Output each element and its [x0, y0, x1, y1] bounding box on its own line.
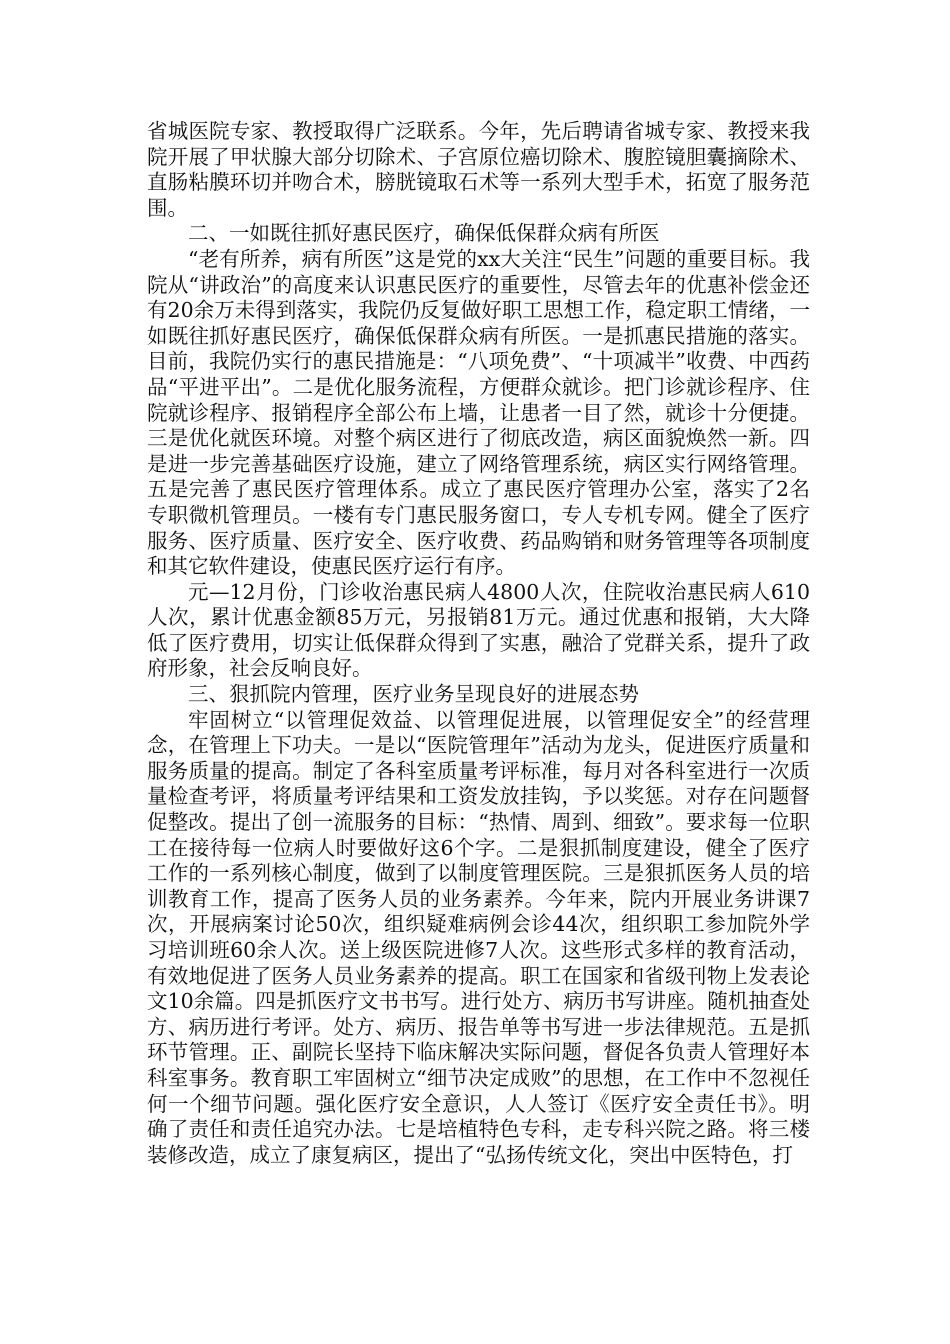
paragraph-1: 省城医院专家、教授取得广泛联系。今年，先后聘请省城专家、教授来我院开展了甲状腺大部分切除术、子宫原位癌切除术、腹腔镜胆囊摘除术、直肠粘膜环切并吻合术，膀胱镜取石术等一系列大型手术，拓宽了服务范围。: [147, 119, 810, 220]
section-heading-3: 三、狠抓院内管理，医疗业务呈现良好的进展态势: [188, 682, 639, 707]
paragraph-6: 牢固树立“以管理促效益、以管理促进展，以管理促安全”的经营理念，在管理上下功夫。一是以“医院管理年”活动为龙头，促进医疗质量和服务质量的提高。制定了各科室质量考评标准，每月对各科室进行一次质量检查考评，将质量考评结果和工资发放挂钩，予以奖惩。对存在问题督促整改。提出了创一流服务的目标：“热情、周到、细致”。要求每一位职工在接待每一位病人时要做好这6个字。二是狠抓制度建设，健全了医疗工作的一系列核心制度，做到了以制度管理医院。三是狠抓医务人员的培训教育工作，提高了医务人员的业务素养。今年来，院内开展业务讲课7次，开展病案讨论50次，组织疑难病例会诊44次，组织职工参加院外学习培训班60余人次。送上级医院进修7人次。这些形式多样的教育活动，有效地促进了医务人员业务素养的提高。职工在国家和省级刊物上发表论文10余篇。四是抓医疗文书书写。进行处方、病历书写讲座。随机抽查处方、病历进行考评。处方、病历、报告单等书写进一步法律规范。五是抓环节管理。正、副院长坚持下临床解决实际问题，督促各负责人管理好本科室事务。教育职工牢固树立“细节决定成败”的思想，在工作中不忽视任何一个细节问题。强化医疗安全意识，人人签订《医疗安全责任书》。明确了责任和责任追究办法。七是培植特色专科，走专科兴院之路。将三楼装修改造，成立了康复病区，提出了“弘扬传统文化，突出中医特色，打: [147, 707, 810, 1167]
section-heading-2: 二、一如既往抓好惠民医疗，确保低保群众病有所医: [188, 221, 660, 246]
paragraph-4: 元—12月份，门诊收治惠民病人4800人次，住院收治惠民病人610人次，累计优惠金额85万元，另报销81万元。通过优惠和报销，大大降低了医疗费用，切实让低保群众得到了实惠，融洽了党群关系，提升了政府形象，社会反响良好。: [147, 579, 810, 681]
document-page: [147, 119, 810, 1168]
paragraph-3: “老有所养，病有所医”这是党的xx大关注“民生”问题的重要目标。我院从“讲政治”的高度来认识惠民医疗的重要性，尽管去年的优惠补偿金还有20余万未得到落实，我院仍反复做好职工思想工作，稳定职工情绪，一如既往抓好惠民医疗，确保低保群众病有所医。一是抓惠民措施的落实。目前，我院仍实行的惠民措施是：“八项免费”、“十项减半”收费、中西药品“平进平出”。二是优化服务流程，方便群众就诊。把门诊就诊程序、住院就诊程序、报销程序全部公布上墙，让患者一目了然，就诊十分便捷。三是优化就医环境。对整个病区进行了彻底改造，病区面貌焕然一新。四是进一步完善基础医疗设施，建立了网络管理系统，病区实行网络管理。五是完善了惠民医疗管理体系。成立了惠民医疗管理办公室，落实了2名专职微机管理员。一楼有专门惠民服务窗口，专人专机专网。健全了医疗服务、医疗质量、医疗安全、医疗收费、药品购销和财务管理等各项制度和其它软件建设，使惠民医疗运行有序。: [147, 246, 810, 579]
